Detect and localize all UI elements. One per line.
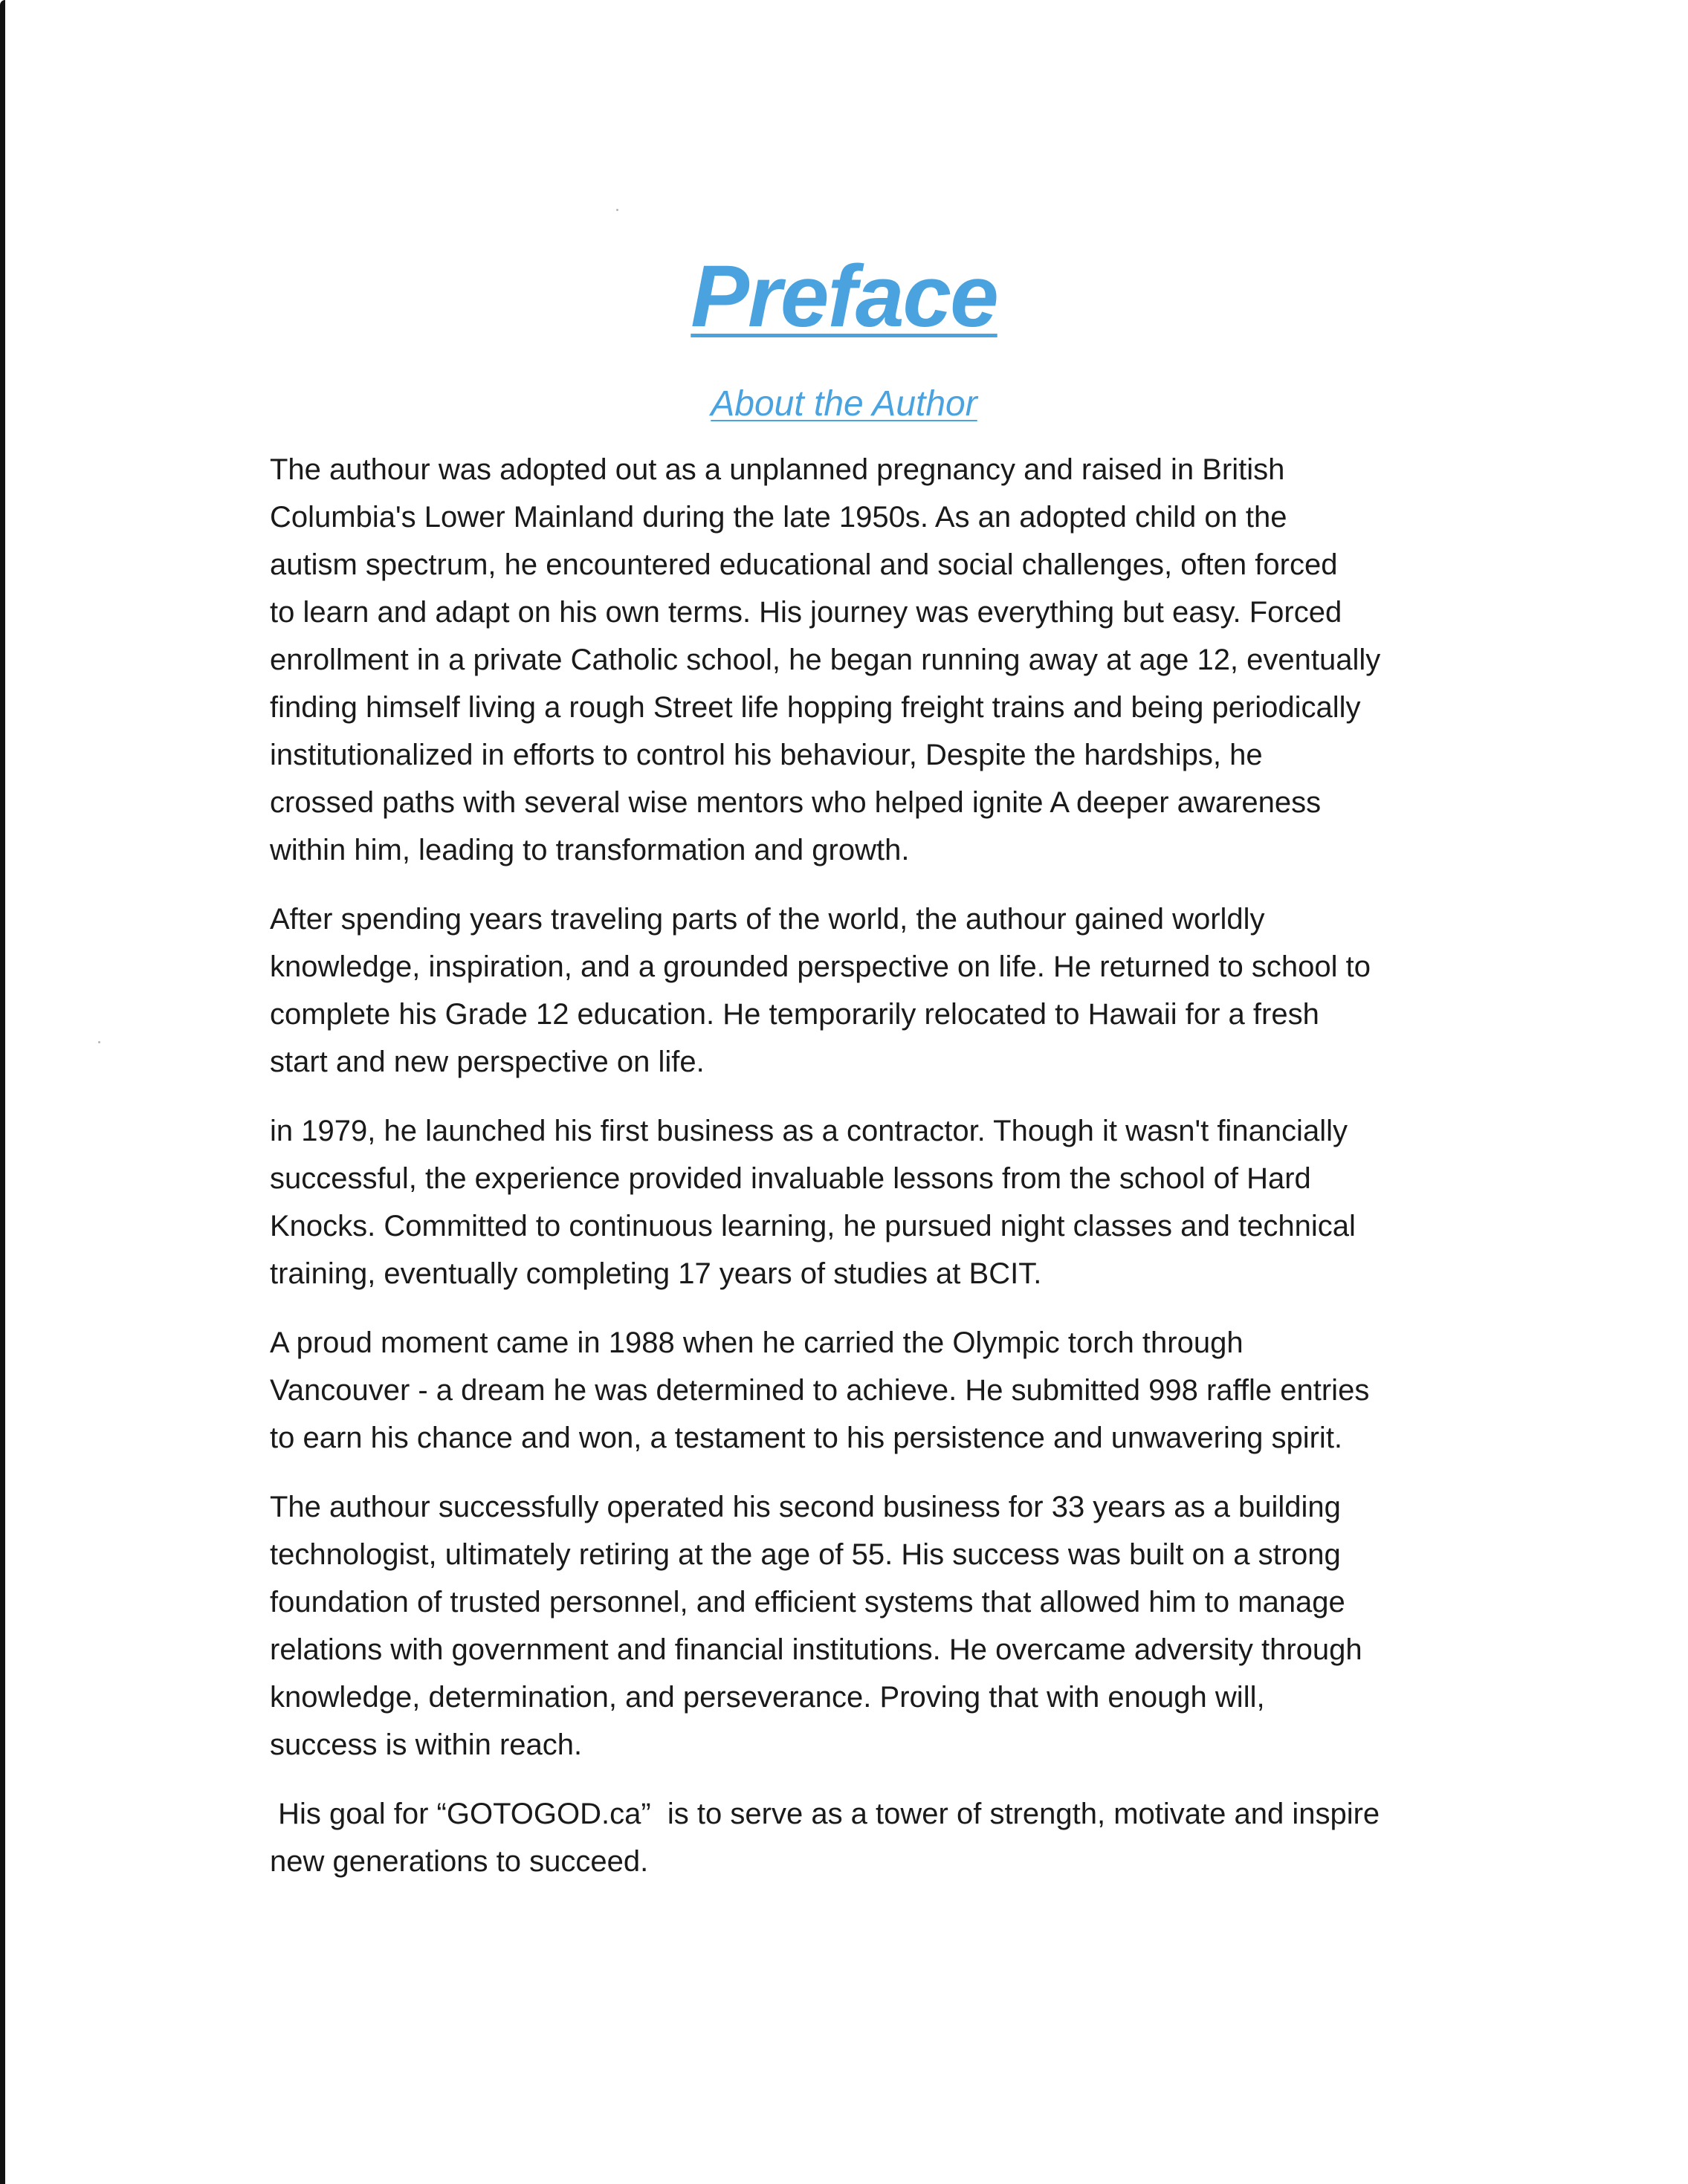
scan-speck xyxy=(616,209,618,211)
text-line: Vancouver - a dream he was determined to achieve. He submitted 998 raffle entries xyxy=(270,1374,1370,1407)
paragraph-olympic-torch xyxy=(270,1319,1496,1462)
text-line: training, eventually completing 17 years of studies at BCIT. xyxy=(270,1257,1042,1290)
text-line: After spending years traveling parts of the world, the authour gained worldly xyxy=(270,903,1265,936)
paragraph-goal xyxy=(270,1790,1496,1885)
text-line: to learn and adapt on his own terms. His journey was everything but easy. Forced xyxy=(270,596,1342,629)
paragraph-second-business xyxy=(270,1483,1496,1769)
text-line: complete his Grade 12 education. He temporarily relocated to Hawaii for a fresh xyxy=(270,998,1319,1031)
text-line: autism spectrum, he encountered educational and social challenges, often forced xyxy=(270,548,1338,581)
text-line: institutionalized in efforts to control his behaviour, Despite the hardships, he xyxy=(270,739,1263,771)
text-line: successful, the experience provided invaluable lessons from the school of Hard xyxy=(270,1162,1311,1195)
text-line: enrollment in a private Catholic school, he began running away at age 12, eventually xyxy=(270,644,1381,676)
text-line: knowledge, determination, and perseverance. Proving that with enough will, xyxy=(270,1681,1265,1714)
text-line: knowledge, inspiration, and a grounded perspective on life. He returned to school to xyxy=(270,950,1371,983)
text-line: finding himself living a rough Street life hopping freight trains and being periodically xyxy=(270,691,1361,724)
page-subtitle: About the Author xyxy=(711,384,977,424)
text-line: start and new perspective on life. xyxy=(270,1046,705,1078)
page-title: Preface xyxy=(691,247,997,346)
text-line: new generations to succeed. xyxy=(270,1845,649,1878)
body-text xyxy=(270,446,1496,1907)
text-line: Columbia's Lower Mainland during the late 1950s. As an adopted child on the xyxy=(270,501,1287,534)
text-line: His goal for “GOTOGOD.ca” is to serve as a tower of strength, motivate and inspire xyxy=(270,1798,1380,1830)
text-line: Knocks. Committed to continuous learning, he pursued night classes and technical xyxy=(270,1210,1356,1242)
text-line: within him, leading to transformation and growth. xyxy=(270,834,910,866)
text-line: relations with government and financial institutions. He overcame adversity through xyxy=(270,1633,1362,1666)
text-line: in 1979, he launched his first business as a contractor. Though it wasn't financially xyxy=(270,1115,1348,1147)
text-line: success is within reach. xyxy=(270,1728,583,1761)
paragraph-travels xyxy=(270,895,1496,1086)
text-line: The authour successfully operated his second business for 33 years as a building xyxy=(270,1491,1341,1523)
text-line: The authour was adopted out as a unplanned pregnancy and raised in British xyxy=(270,453,1285,486)
paragraph-early-life xyxy=(270,446,1496,874)
text-line: A proud moment came in 1988 when he carried the Olympic torch through xyxy=(270,1326,1244,1359)
text-line: foundation of trusted personnel, and efficient systems that allowed him to manage xyxy=(270,1586,1345,1618)
text-line: technologist, ultimately retiring at the age of 55. His success was built on a strong xyxy=(270,1538,1341,1571)
scan-speck xyxy=(98,1041,100,1043)
paragraph-first-business xyxy=(270,1107,1496,1297)
text-line: to earn his chance and won, a testament to his persistence and unwavering spirit. xyxy=(270,1422,1343,1454)
text-line: crossed paths with several wise mentors who helped ignite A deeper awareness xyxy=(270,786,1322,819)
